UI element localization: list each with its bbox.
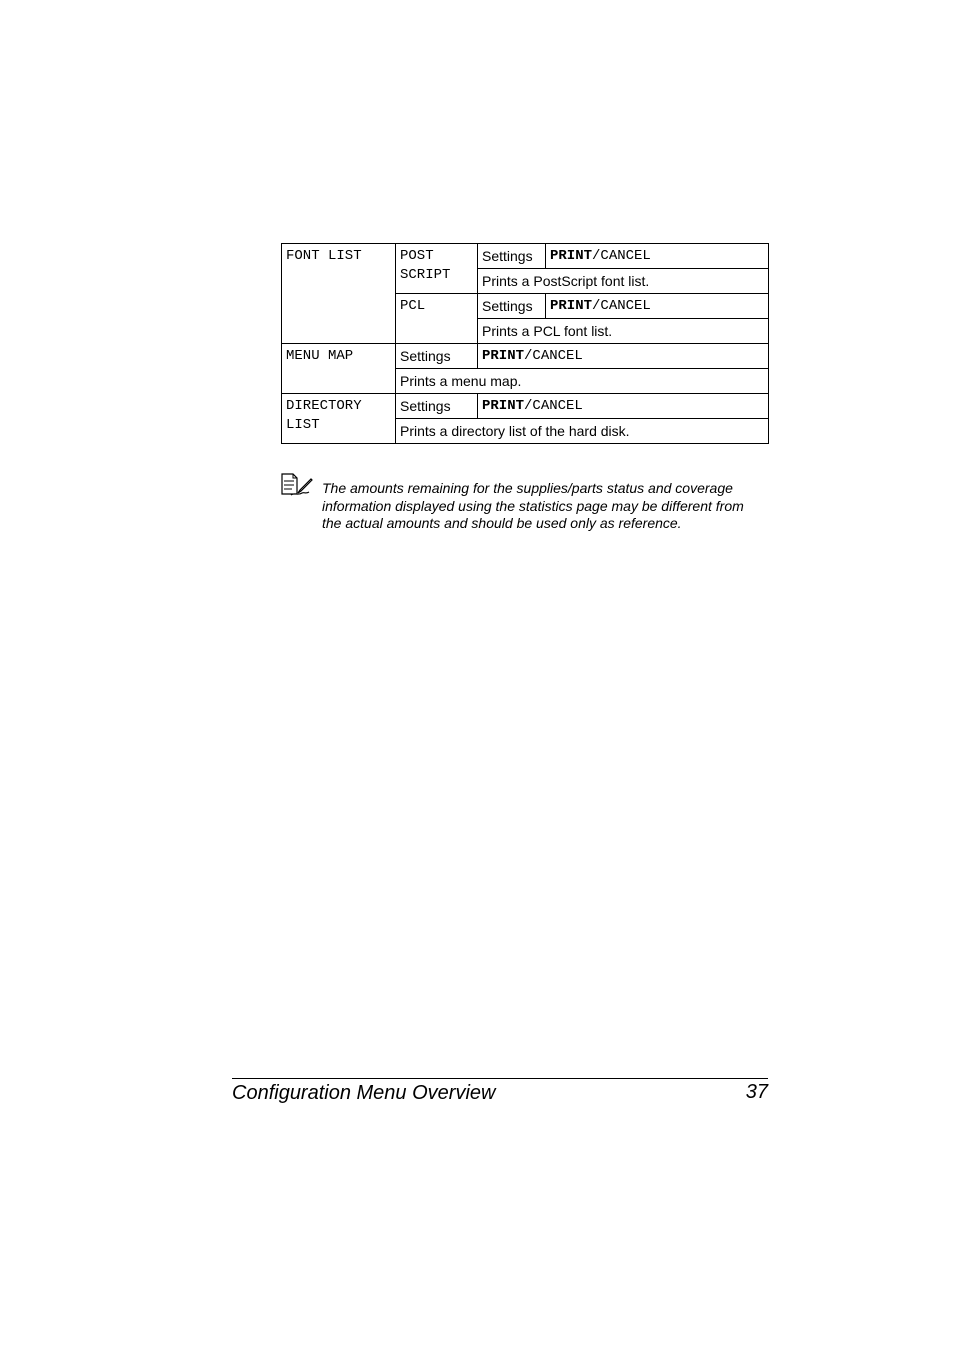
description-text: Prints a PCL font list. [482,323,613,339]
menu-item-directory-list [282,394,396,444]
menu-item-menu-map [282,344,396,394]
note-pencil-icon [279,472,315,498]
settings-label [478,244,546,269]
other-options: /CANCEL [524,348,583,364]
default-option: PRINT [482,348,525,364]
note-text: The amounts remaining for the supplies/parts status and coverage information displayed using the statistics page may be different from the actual amounts and should be used only as reference. [322,480,744,531]
settings-label-text: Settings [482,248,533,264]
item-description [396,369,769,394]
table-row [282,394,769,419]
page-number: 37 [745,1081,768,1103]
settings-options [478,344,769,369]
description-text: Prints a menu map. [400,373,522,389]
menu-item-label: FONT LIST [286,248,362,264]
submenu-item-postscript [396,244,478,294]
other-options: /CANCEL [524,398,583,414]
settings-label-text: Settings [400,348,451,364]
footer-section-title: Configuration Menu Overview [232,1082,496,1104]
settings-label [478,294,546,319]
default-option: PRINT [550,298,593,314]
settings-options [546,294,769,319]
menu-item-label-line1: DIRECTORY [286,398,362,414]
item-description [478,269,769,294]
default-option: PRINT [482,398,525,414]
settings-label-text: Settings [482,298,533,314]
menu-item-font-list [282,244,396,344]
menu-item-label: MENU MAP [286,348,354,364]
footer-divider [232,1078,768,1079]
submenu-label-line2: SCRIPT [400,267,451,283]
settings-label-text: Settings [400,398,451,414]
default-option: PRINT [550,248,593,264]
submenu-label-line1: POST [400,248,434,264]
other-options: /CANCEL [592,298,651,314]
table-row [282,244,769,269]
settings-label [396,394,478,419]
settings-label [396,344,478,369]
settings-options [478,394,769,419]
configuration-menu-table [281,243,769,444]
description-text: Prints a PostScript font list. [482,273,650,289]
submenu-item-pcl [396,294,478,344]
other-options: /CANCEL [592,248,651,264]
description-text: Prints a directory list of the hard disk. [400,423,630,439]
settings-options [546,244,769,269]
menu-item-label-line2: LIST [286,417,320,433]
submenu-label: PCL [400,298,426,314]
item-description [396,419,769,444]
table-row [282,344,769,369]
item-description [478,319,769,344]
